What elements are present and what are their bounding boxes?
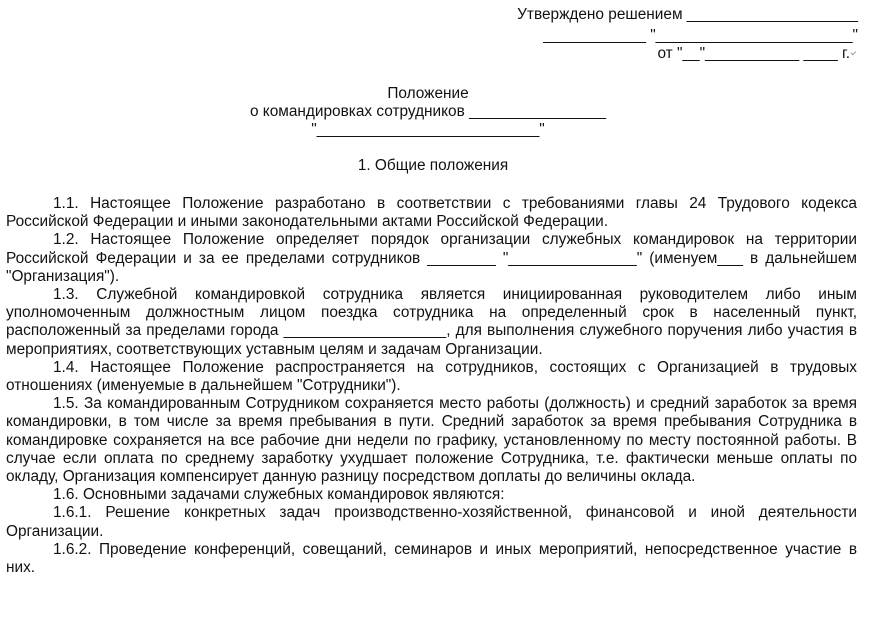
organization-name-blank: "__________________________" [311,121,545,138]
paragraph-1-6-1: 1.6.1. Решение конкретных задач производственно-хозяйственной, финансовой и иной деятельности Организации. [6,504,857,540]
paragraph-1-4: 1.4. Настоящее Положение распространяется на сотрудников, состоящих с Организацией в трудовых отношениях (именуемые в дальнейшем "Сотрудники"). [6,358,857,395]
paragraph-1-5: 1.5. За командированным Сотрудником сохраняется место работы (должность) и средний заработок за время командировки, в том числе за время пребывания в пути. Средний заработок за время пребывания Сотрудника в командировке сохраняется на все рабочие дни недели по графику, установленному по месту постоянной работы. В случае если оплата по среднему заработку ухудшает положение Сотрудника, т.е. фактически меньше оплаты по окладу, Организация компенсирует данную разницу посредством доплаты до величины оклада. [6,395,857,486]
paragraph-1-2: 1.2. Настоящее Положение определяет порядок организации служебных командировок на территории Российской Федерации и за ее пределами сотрудников ________ "_______________" (именуем___ в дальнейшем "Организация"). [6,231,857,285]
approval-line-3 [657,44,860,64]
section-heading: 1. Общие положения [357,157,509,174]
paragraph-1-1: 1.1. Настоящее Положение разработано в соответствии с требованиями главы 24 Трудового кодекса Российской Федерации и иными законодательными актами Российской Федерации. [6,195,857,231]
paragraph-1-3: 1.3. Служебной командировкой сотрудника является инициированная руководителем либо иным уполномоченным должностным лицом поездка сотрудника на определенный срок в населенный пункт, расположенный за пределами города ___________________, для выполнения служебного поручения либо участия в мероприятиях, соответствующих уставным целям и задачам Организации. [6,286,857,358]
approval-line-1: Утверждено решением ____________________ [517,6,858,23]
paragraph-1-6: 1.6. Основными задачами служебных командировок являются: [53,486,505,504]
document-subtitle: о командировках сотрудников ________________ [249,103,607,120]
approval-date-text: от "__"___________ ____ г. [657,45,850,62]
paragraph-1-6-2: 1.6.2. Проведение конференций, совещаний, семинаров и иных мероприятий, непосредственное участие в них. [6,540,857,577]
document-body [6,195,857,577]
check-mark-icon [850,48,860,58]
document-title: Положение [387,85,469,102]
approval-line-2: ____________ "_______________________" [543,27,858,44]
